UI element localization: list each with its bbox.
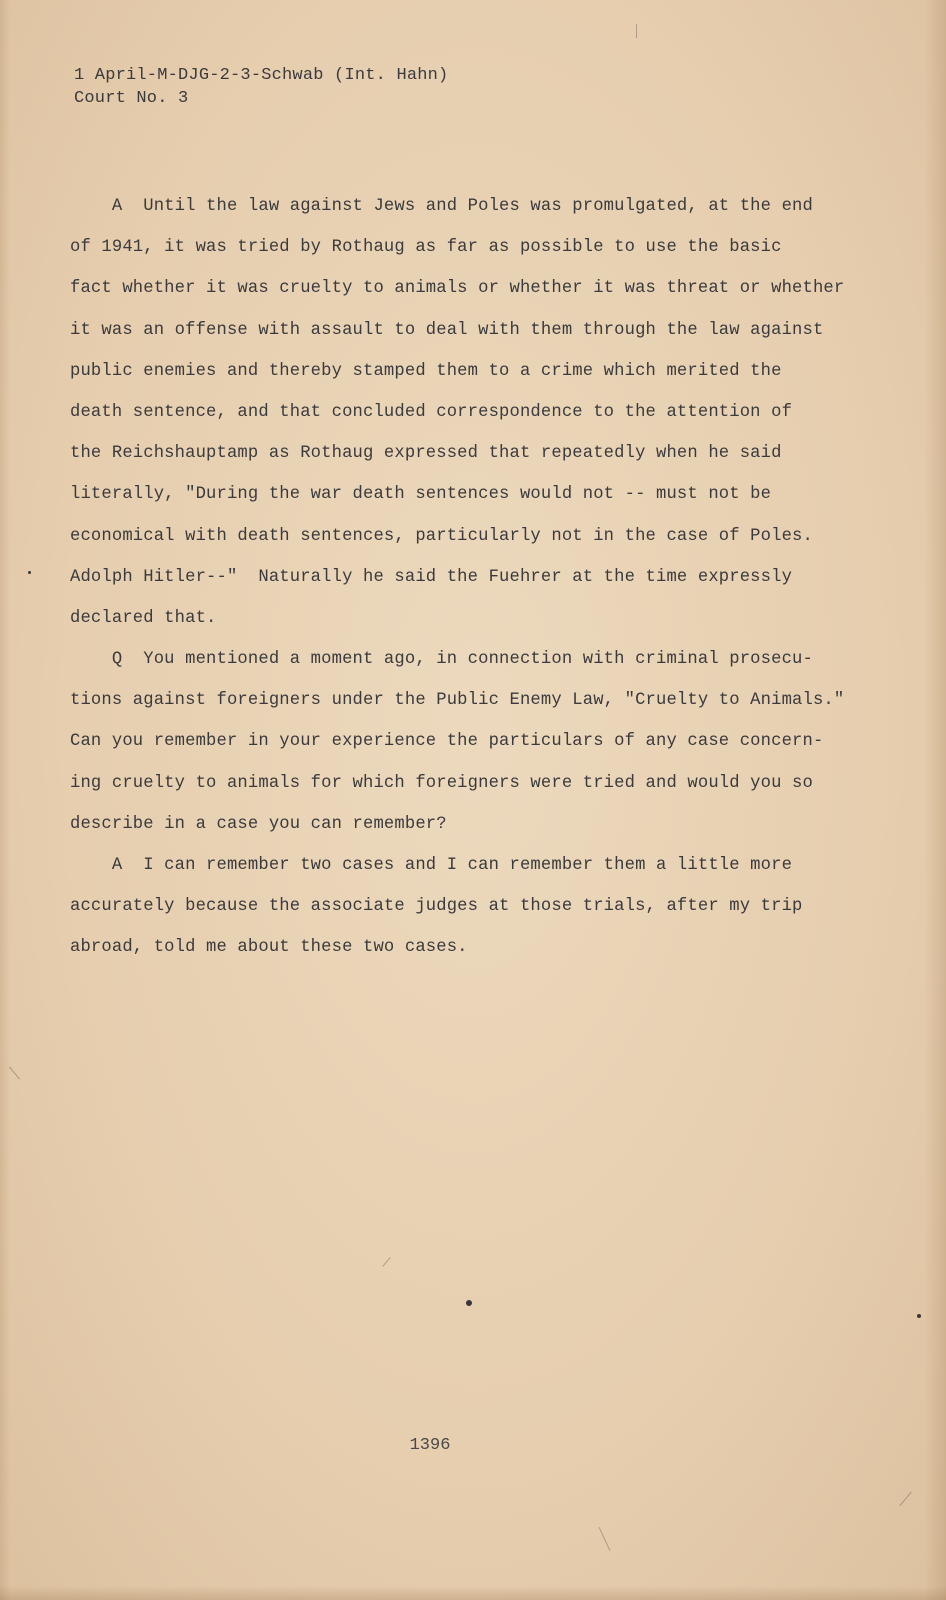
text-line: death sentence, and that concluded correspondence to the attention of [70,402,793,422]
paper-mark [382,1257,390,1267]
paper-speck [917,1314,921,1318]
text-line: literally, "During the war death sentences would not -- must not be [70,485,772,505]
text-line: tions against foreigners under the Public Enemy Law, "Cruelty to Animals." [70,691,845,711]
paper-mark [9,1067,20,1080]
page-number: 1396 [409,1436,451,1455]
header-line-2: Court No. 3 [74,89,189,108]
text-line: Q You mentioned a moment ago, in connection with criminal prosecu- [70,650,813,670]
text-line: A Until the law against Jews and Poles was promulgated, at the end [70,197,813,216]
text-line: fact whether it was cruelty to animals or whether it was threat or whether [70,279,845,299]
text-line: ing cruelty to animals for which foreigners were tried and would you so [70,773,813,793]
paper-speck [466,1300,472,1306]
text-line: the Reichshauptamp as Rothaug expressed that repeatedly when he said [70,444,782,464]
text-line: Can you remember in your experience the particulars of any case concern- [70,732,824,752]
transcript-body [70,186,845,969]
text-line: economical with death sentences, particularly not in the case of Poles. [70,526,813,546]
paragraph-answer-1 [70,186,845,639]
paper-mark [599,1527,611,1551]
text-line: of 1941, it was tried by Rothaug as far as possible to use the basic [70,238,782,258]
text-line: it was an offense with assault to deal with them through the law against [70,320,824,340]
paragraph-question-1 [70,639,845,845]
text-line: A I can remember two cases and I can remember them a little more [70,856,793,875]
text-line: accurately because the associate judges at those trials, after my trip [70,897,803,917]
text-line: abroad, told me about these two cases. [70,938,468,958]
paper-mark [636,24,637,38]
text-line: declared that. [70,608,217,628]
text-line: describe in a case you can remember? [70,814,447,834]
page-edge-right [924,0,946,1600]
page-edge-bottom [0,1586,946,1600]
text-line: public enemies and thereby stamped them to a crime which merited the [70,361,782,381]
paper-mark [899,1492,911,1506]
text-line: Adolph Hitler--" Naturally he said the Fuehrer at the time expressly [70,567,793,587]
header-line-1: 1 April-M-DJG-2-3-Schwab (Int. Hahn) [74,66,449,85]
document-header [74,64,448,110]
paragraph-answer-2 [70,845,840,969]
page-edge-left [0,0,10,1600]
paper-speck [28,571,31,574]
